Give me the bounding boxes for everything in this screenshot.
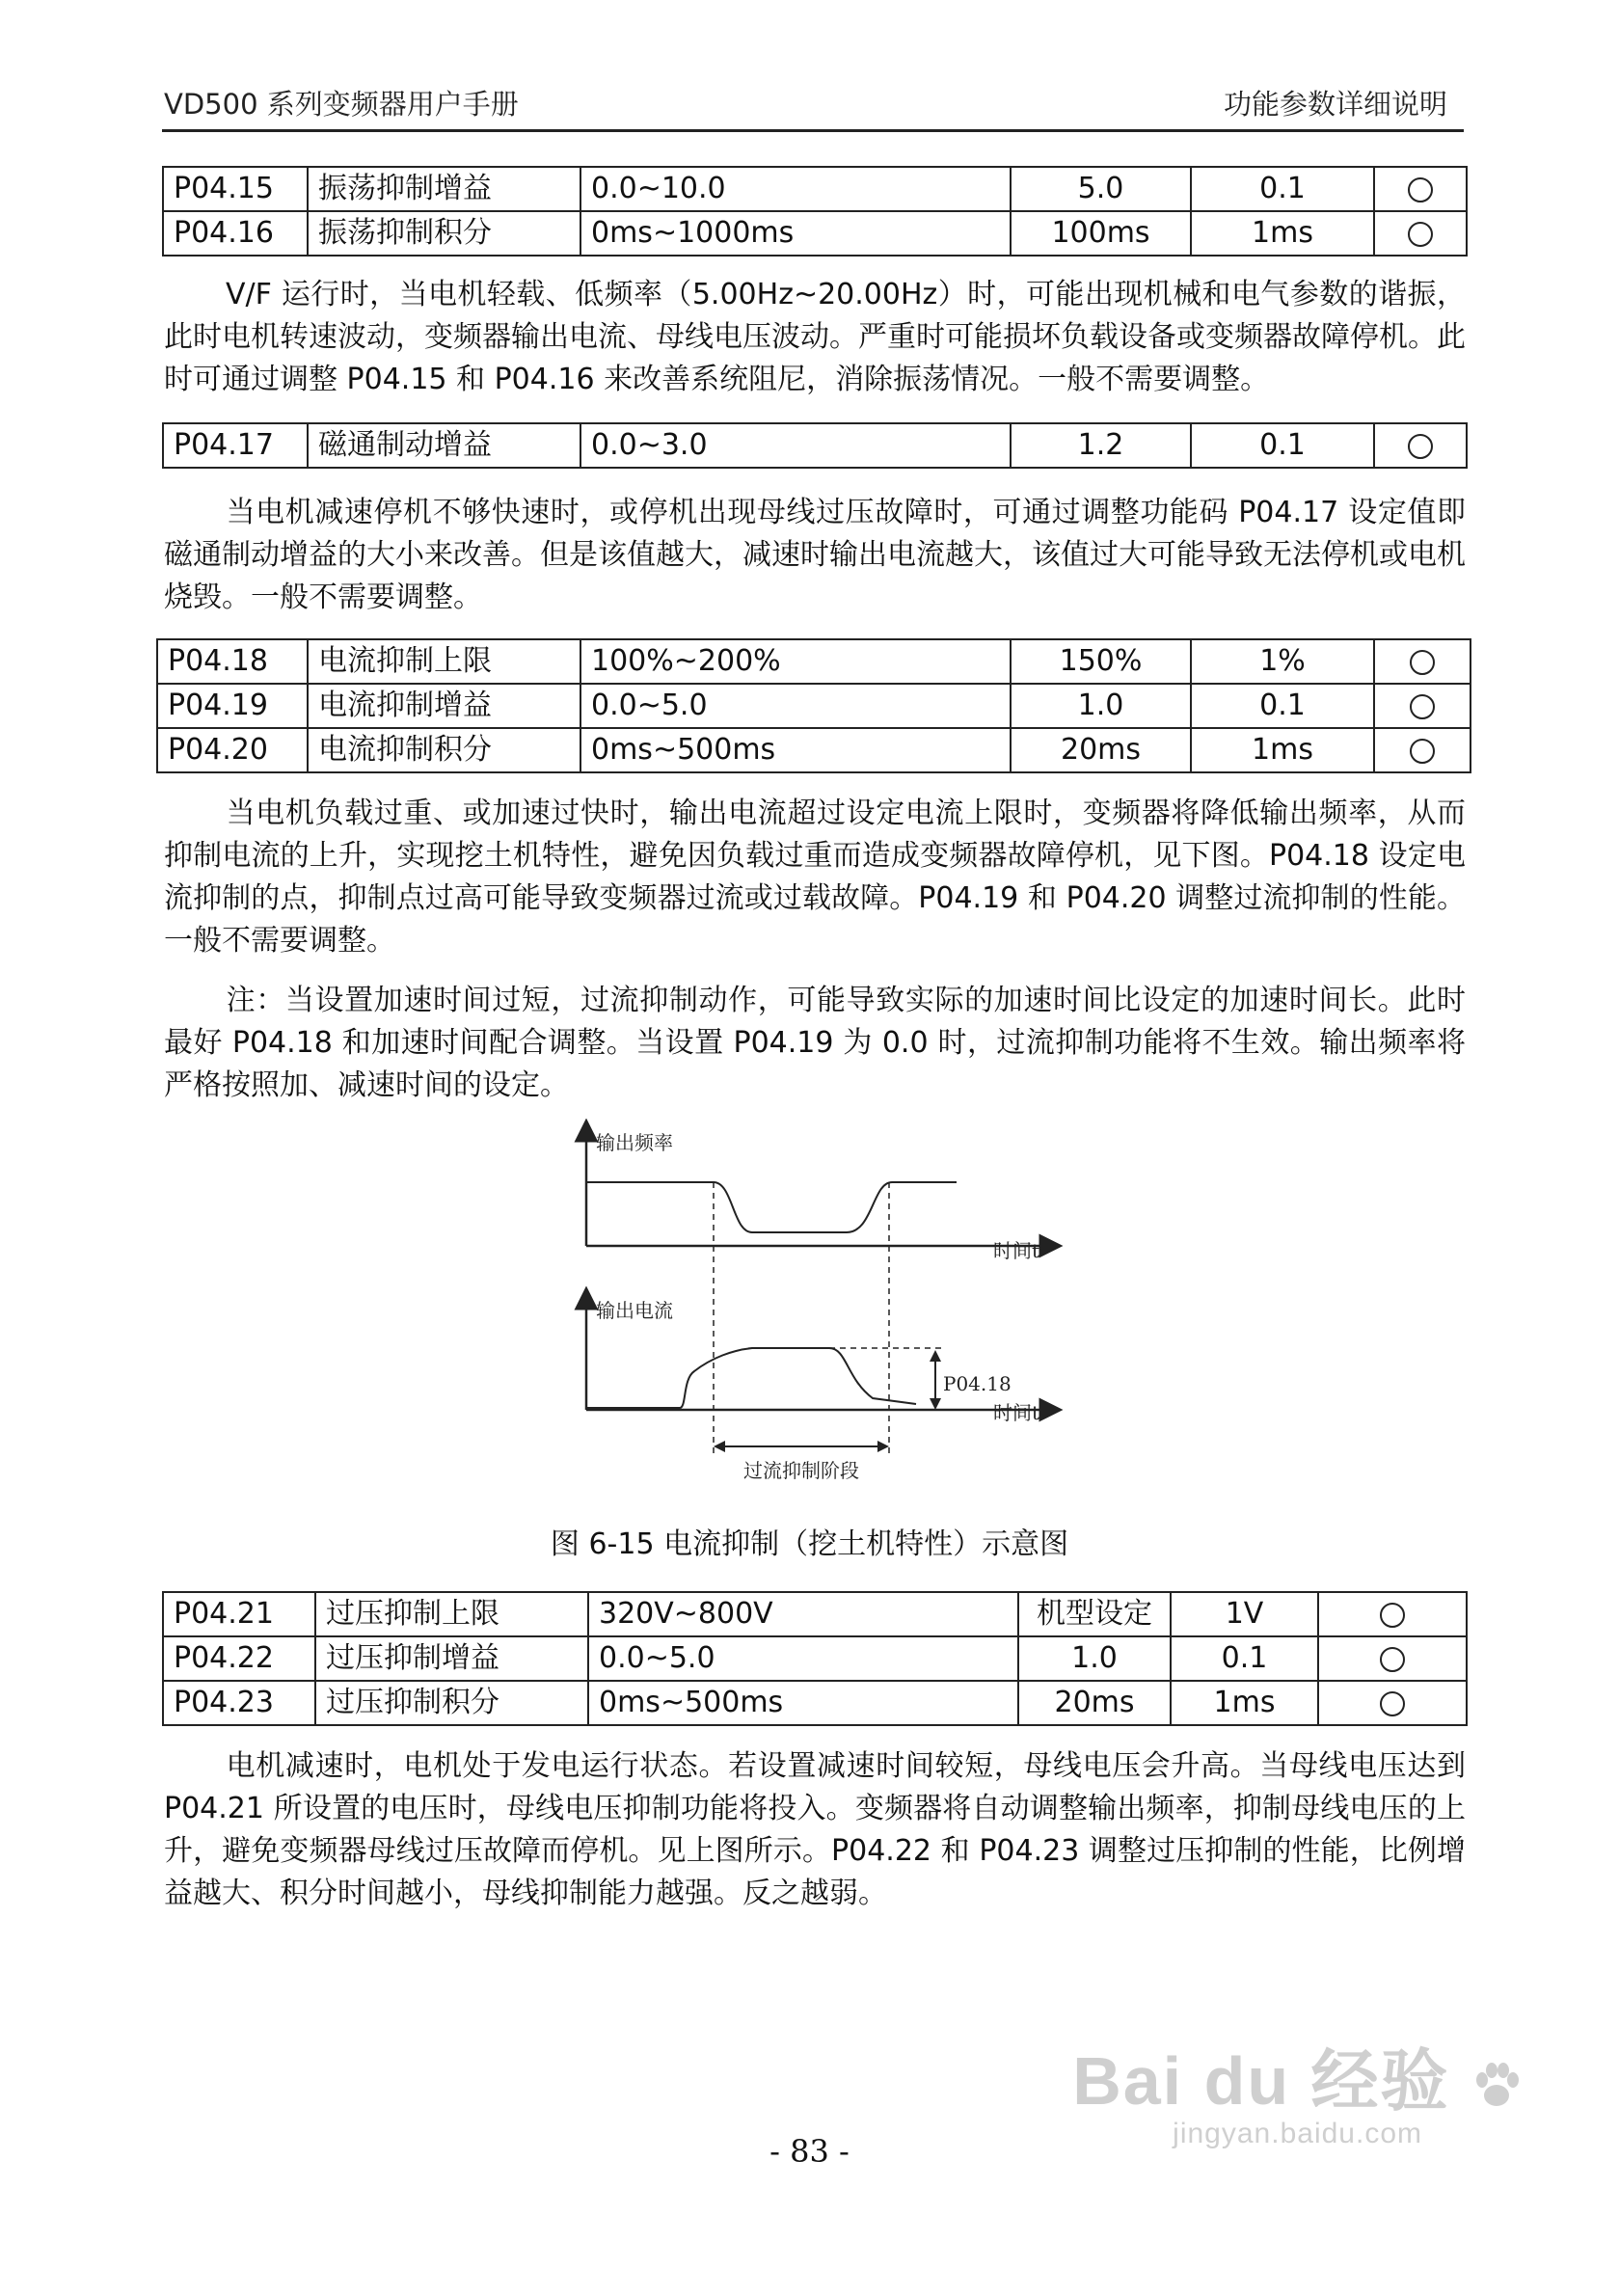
param-range: 0.0~10.0: [580, 167, 1011, 211]
bottom-axis-label: 输出电流: [596, 1299, 673, 1322]
param-attr: [1374, 728, 1471, 772]
param-attr: [1374, 423, 1467, 468]
param-default: 5.0: [1011, 167, 1191, 211]
top-axis-label: 输出频率: [596, 1131, 673, 1154]
frequency-curve: [586, 1182, 957, 1232]
circle-icon: [1380, 1603, 1405, 1628]
header-divider: [162, 129, 1464, 132]
param-unit: 1ms: [1191, 728, 1374, 772]
bottom-time-label: 时间t: [993, 1401, 1040, 1424]
param-code: P04.16: [163, 211, 308, 256]
table-row: [163, 211, 1467, 256]
param-unit: 1V: [1171, 1592, 1318, 1636]
param-unit: 0.1: [1191, 167, 1374, 211]
paragraph-text: 当电机负载过重、或加速过快时，输出电流超过设定电流上限时，变频器将降低输出频率，从而抑制电流的上升，实现挖土机特性，避免因负载过重而造成变频器故障停机，见下图。P04.18 设定电流抑制的点，抑制点过高可能导致变频器过流或过载故障。P04.19 和 P04.20 调整过流抑制的性能。一般不需要调整。: [164, 797, 1466, 958]
table-row: [157, 728, 1471, 772]
param-name: 振荡抑制积分: [308, 211, 580, 256]
table-row: [157, 639, 1471, 684]
table-row: [163, 1592, 1467, 1636]
paragraph-note: [164, 980, 1466, 1107]
param-range: 0ms~500ms: [580, 728, 1011, 772]
param-unit: 1ms: [1171, 1681, 1318, 1725]
param-default: 机型设定: [1018, 1592, 1171, 1636]
param-name: 磁通制动增益: [308, 423, 580, 468]
param-range: 100%~200%: [580, 639, 1011, 684]
paragraph-current-suppression: [164, 793, 1466, 962]
param-table-p0415-p0416: [162, 166, 1468, 257]
param-name: 过压抑制上限: [315, 1592, 588, 1636]
param-code: P04.21: [163, 1592, 315, 1636]
page-number: - 83 -: [769, 2133, 850, 2170]
param-code: P04.19: [157, 684, 308, 728]
param-attr: [1318, 1592, 1467, 1636]
limit-arrow-head-down: [930, 1398, 941, 1410]
param-default: 20ms: [1018, 1681, 1171, 1725]
param-range: 0.0~3.0: [580, 423, 1011, 468]
param-table-p0417: [162, 422, 1468, 469]
watermark-url: jingyan.baidu.com: [1173, 2118, 1422, 2149]
current-curve: [586, 1348, 916, 1408]
param-range: 0.0~5.0: [588, 1636, 1018, 1681]
param-default: 1.0: [1018, 1636, 1171, 1681]
param-code: P04.23: [163, 1681, 315, 1725]
circle-icon: [1410, 739, 1435, 764]
param-range: 320V~800V: [588, 1592, 1018, 1636]
table-row: [163, 423, 1467, 468]
paragraph-text: 当电机减速停机不够快速时，或停机出现母线过压故障时，可通过调整功能码 P04.17 设定值即磁通制动增益的大小来改善。但是该值越大，减速时输出电流越大，该值过大可能导致无法停机或电机烧毁。一般不需要调整。: [164, 496, 1466, 614]
param-name: 过压抑制增益: [315, 1636, 588, 1681]
param-name: 电流抑制上限: [308, 639, 580, 684]
phase-label: 过流抑制阶段: [743, 1459, 859, 1482]
param-attr: [1374, 167, 1467, 211]
param-unit: 0.1: [1171, 1636, 1318, 1681]
param-attr: [1318, 1681, 1467, 1725]
paragraph-text: 注：当设置加速时间过短，过流抑制动作，可能导致实际的加速时间比设定的加速时间长。此时最好 P04.18 和加速时间配合调整。当设置 P04.19 为 0.0 时，过流抑制功能将不生效。输出频率将严格按照加、减速时间的设定。: [164, 984, 1466, 1102]
top-time-label: 时间t: [993, 1239, 1040, 1262]
param-range: 0ms~1000ms: [580, 211, 1011, 256]
paragraph-vf-oscillation: [164, 274, 1466, 401]
param-range: 0ms~500ms: [588, 1681, 1018, 1725]
circle-icon: [1408, 434, 1433, 459]
param-name: 振荡抑制增益: [308, 167, 580, 211]
param-default: 1.0: [1011, 684, 1191, 728]
param-unit: 0.1: [1191, 684, 1374, 728]
param-default: 150%: [1011, 639, 1191, 684]
circle-icon: [1410, 650, 1435, 675]
param-range: 0.0~5.0: [580, 684, 1011, 728]
limit-label: P04.18: [943, 1372, 1012, 1395]
watermark-main-text: Bai du 经验: [1072, 2043, 1450, 2119]
param-name: 过压抑制积分: [315, 1681, 588, 1725]
figure-caption: 图 6-15 电流抑制（挖土机特性）示意图: [550, 1527, 1069, 1561]
section-title: 功能参数详细说明: [1223, 88, 1447, 121]
phase-arrow-head-left: [714, 1441, 725, 1452]
param-name: 电流抑制积分: [308, 728, 580, 772]
manual-title: VD500 系列变频器用户手册: [164, 88, 519, 121]
param-code: P04.20: [157, 728, 308, 772]
param-attr: [1374, 211, 1467, 256]
paragraph-overvoltage: [164, 1745, 1466, 1915]
circle-icon: [1408, 222, 1433, 247]
circle-icon: [1380, 1647, 1405, 1672]
paw-icon: [1471, 2061, 1523, 2113]
circle-icon: [1380, 1691, 1405, 1716]
phase-arrow-head-right: [877, 1441, 889, 1452]
param-code: P04.22: [163, 1636, 315, 1681]
table-row: [163, 167, 1467, 211]
param-attr: [1318, 1636, 1467, 1681]
param-table-p0421-p0423: [162, 1591, 1468, 1726]
param-default: 100ms: [1011, 211, 1191, 256]
current-suppression-diagram: [540, 1119, 1080, 1504]
table-row: [157, 684, 1471, 728]
param-unit: 1%: [1191, 639, 1374, 684]
param-code: P04.18: [157, 639, 308, 684]
param-table-p0418-p0420: [156, 638, 1471, 773]
param-code: P04.15: [163, 167, 308, 211]
limit-arrow-head-up: [930, 1350, 941, 1362]
circle-icon: [1410, 694, 1435, 719]
table-row: [163, 1681, 1467, 1725]
param-default: 20ms: [1011, 728, 1191, 772]
paragraph-text: V/F 运行时，当电机轻载、低频率（5.00Hz~20.00Hz）时，可能出现机械和电气参数的谐振，此时电机转速波动，变频器输出电流、母线电压波动。严重时可能损坏负载设备或变频器故障停机。此时可通过调整 P04.15 和 P04.16 来改善系统阻尼，消除振荡情况。一般不需要调整。: [164, 278, 1466, 396]
param-default: 1.2: [1011, 423, 1191, 468]
param-name: 电流抑制增益: [308, 684, 580, 728]
param-attr: [1374, 639, 1471, 684]
param-unit: 0.1: [1191, 423, 1374, 468]
circle-icon: [1408, 177, 1433, 203]
table-row: [163, 1636, 1467, 1681]
param-unit: 1ms: [1191, 211, 1374, 256]
paragraph-text: 电机减速时，电机处于发电运行状态。若设置减速时间较短，母线电压会升高。当母线电压达到 P04.21 所设置的电压时，母线电压抑制功能将投入。变频器将自动调整输出频率，抑制母线电压的上升，避免变频器母线过压故障而停机。见上图所示。P04.22 和 P04.23 调整过压抑制的性能，比例增益越大、积分时间越小，母线抑制能力越强。反之越弱。: [164, 1749, 1466, 1910]
paragraph-flux-braking: [164, 492, 1466, 619]
param-attr: [1374, 684, 1471, 728]
param-code: P04.17: [163, 423, 308, 468]
